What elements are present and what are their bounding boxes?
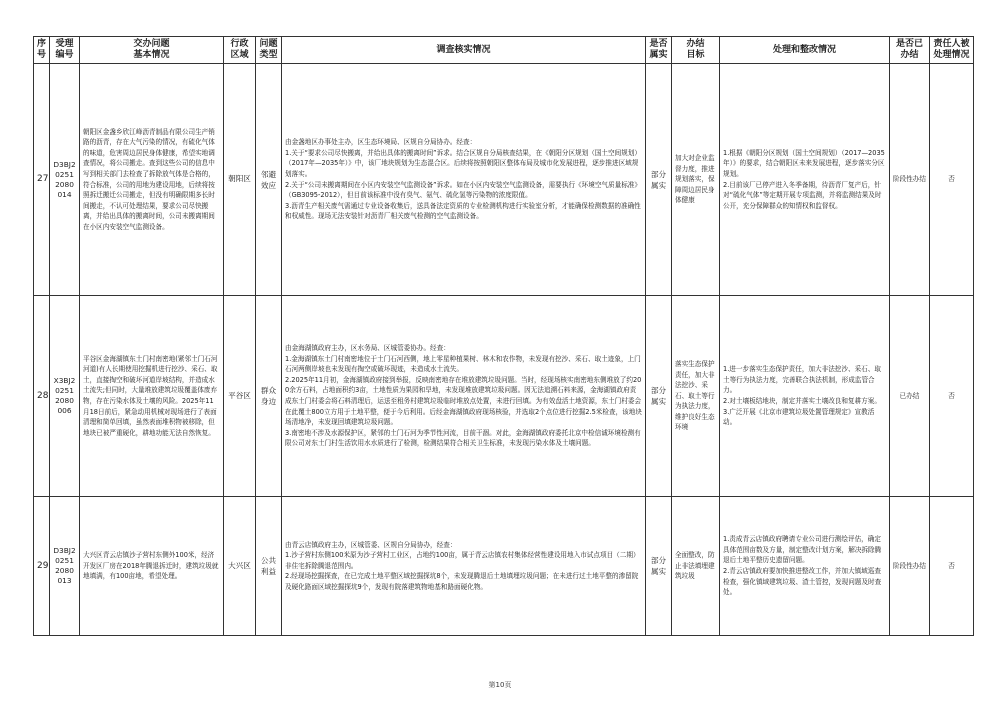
row-verified: 部分属实 [646,497,672,636]
row-type: 邻避效应 [256,64,282,296]
row-completed: 阶段性办结 [890,497,930,636]
header-district: 行政 区域 [224,37,256,64]
page-number: 第10页 [488,681,512,689]
row-verified: 部分属实 [646,64,672,296]
row-goal: 加大对企业监督力度，推进规划落实，保障周边居民身体健康 [672,64,720,296]
row-issue: 大兴区青云店镇沙子营村东侧外100米，经济开发区厂房在2018年腾退拆迁时，建筑垃圾就地填满，有100亩地，希望处理。 [80,497,224,636]
table-row [34,296,974,497]
row-type: 公共利益 [256,497,282,636]
row-completed: 已办结 [890,296,930,497]
row-district: 朝阳区 [224,64,256,296]
row-type: 群众身边 [256,296,282,497]
header-issue: 交办问题 基本情况 [80,37,224,64]
header-goal: 办结 目标 [672,37,720,64]
row-seq: 29 [34,497,50,636]
header-verified: 是否 属实 [646,37,672,64]
row-code: X3BJ202512080006 [50,296,80,497]
header-accountability: 责任人被 处理情况 [930,37,974,64]
row-code: D3BJ202512080013 [50,497,80,636]
row-verified: 部分属实 [646,296,672,497]
row-completed: 阶段性办结 [890,64,930,296]
row-handling: 1.进一步落实生态保护责任，加大非法挖沙、采石、取土等行为执法力度，完善联合执法机制，形成监管合力。 2.对土壤板结地块，制定并落实土壤改良和复耕方案。 3.广泛开展《北京市建筑垃圾处置管理规定》宣教活动。 [720,296,890,497]
table-row [34,64,974,296]
table-row [34,497,974,636]
header-investigation: 调查核实情况 [282,37,646,64]
row-investigation: 由青云店镇政府主办，区城管委、区规自分局协办，经查： 1.沙子营村东侧100米原为沙子营村工业区，占地约100亩，属于青云店镇农村集体经营性建设用地入市试点项目（二期）非住宅拆除腾退范围内。 2.经现场挖掘探查，在已完成土地平整区域挖掘探坑8个，未发现腾退后土地填埋垃圾问题；在未进行过土地平整的渗留院及硬化路面区域挖掘探坑9个，发现有院落建筑物地基和路面硬化物。 [282,497,646,636]
row-goal: 落实生态保护责任，加大非法挖沙、采石、取土等行为执法力度，维护良好生态环境 [672,296,720,497]
row-issue: 朝阳区金盏乡欣江峰沥青制品有限公司生产销路的沥青，存在大气污染的情况，有硫化气体的味道，危害周边居民身体健康，希望实地调查情况，将公司搬走。查到这些公司的信息中写到相关部门去检查了拆除放气体是合格的，符合标准，公司的用地为建设用地，后续将按照拆迁搬迁公司搬走，但没有明确限期多长时间搬走，不认可处理结果，要求公司尽快搬离，并给出具体的搬离时间，公司未搬离期间在小区内安装空气监测设备。 [80,64,224,296]
row-investigation: 由金海湖镇政府主办，区水务局、区城管委协办。经查： 1.金海湖镇东土门村南密地位于土门石河西侧，地上零星种植果树、林木和农作物，未发现有挖沙、采石、取土迹象，上门石河两侧岸坡也未发现有掏空或破坏现迹，未造成水土流失。 2.2025年11月初，金海湖镇政府接到举报，反映南密地存在堆放建筑垃圾问题。当时，经现场核实南密地东侧堆放了约200余方石料，占地面积约3亩，土地性质为果园和旱地，未发现堆放建筑垃圾问题。因无法追溯石料来源，金海湖镇政府责成东土门村委会将石料清理后，运送至租务村建筑垃圾临时堆放点处置，未进行回填。为有效盘活土地资源，东土门村委会在此覆土800立方用于土地平整，便于今后利用。后经金海湖镇政府现场核验，并选取2个点位进行挖掘2.5米检查，该地块场清地净，未发现回填建筑垃圾问题。 3.南密地不涉及水源保护区，紧邻的土门石河为季节性河流，目前干涸。对此，金海湖镇政府委托北京中检信诚环境检测有限公司对东土门村生活饮用水水质进行了检测，检测结果符合相关卫生标准，未发现污染水体及土壤问题。 [282,296,646,497]
header-code: 受理 编号 [50,37,80,64]
header-handling: 处理和整改情况 [720,37,890,64]
row-district: 大兴区 [224,497,256,636]
header-row [34,37,974,64]
row-accountability: 否 [930,497,974,636]
header-type: 问题 类型 [256,37,282,64]
row-code: D3BJ202512080014 [50,64,80,296]
header-seq: 序 号 [34,37,50,64]
row-accountability: 否 [930,296,974,497]
complaint-table [33,36,974,636]
row-issue: 平谷区金海湖镇东土门村南密地(紧邻土门石河河道)有人长期使用挖掘机进行挖沙、采石、取土，直接掏空和破坏河道岸坡结构，并造成水土流失;但同时，大量堆放建筑垃圾覆盖体废弃物，存在污染水体及土壤的风险。2025年11月18日前后，紧急动用机械对现场进行了表面清理和简单回填，虽然表面堆积物被移除，但地块已被严重硬化，耕地功能无法自然恢复。 [80,296,224,497]
row-handling: 1.责成青云店镇政府聘请专业公司进行测绘评估，确定具体范围亩数及方量，制定整改计划方案，解决拆除腾退后土地平整历史遗留问题。 2.青云店镇政府要加快推进整改工作，并加大镇域巡查检查，强化镇域建筑垃圾、渣土管控，发现问题及时查处。 [720,497,890,636]
row-seq: 28 [34,296,50,497]
row-goal: 全面整改，防止非法填埋建筑垃圾 [672,497,720,636]
header-completed: 是否已 办结 [890,37,930,64]
row-district: 平谷区 [224,296,256,497]
row-seq: 27 [34,64,50,296]
row-handling: 1.根据《朝阳分区规划（国土空间规划）（2017—2035年）》的要求，结合朝阳区未来发展进程，逐步落实分区规划。 2.目前该厂已停产进入冬季备期，待沥青厂复产后，针对“硫化气体”等定期开展专项监测，并将监测结果及时公开，充分保障群众的知情权和监督权。 [720,64,890,296]
row-accountability: 否 [930,64,974,296]
row-investigation: 由金盏地区办事处主办，区生态环境局、区规自分局协办。经查： 1.关于“要求公司尽快搬离，并给出具体的搬离时间”诉求。结合区规自分局核查结果，在《朝阳分区规划（国土空间规划）（2017年—2035年）》中，该厂地块规划为生态混合区。后续将按照朝阳区整体布局及城市化发展进程，逐步推进区域规划落实。 2.关于“公司未搬离期间在小区内安装空气监测设备”诉求。如在小区内安装空气监测设备，需要执行《环境空气质量标准》（GB3095-2012），但目前该标准中没有臭气、氨气、硫化氢等污染物的浓度限值。 3.沥青生产相关废气需通过专业设备收集后，送具备法定资质的专业检测机构进行实验室分析，才能确保检测数据的准确性和权威性。现场无法安装针对沥青厂相关废气检测的空气监测设备。 [282,64,646,296]
